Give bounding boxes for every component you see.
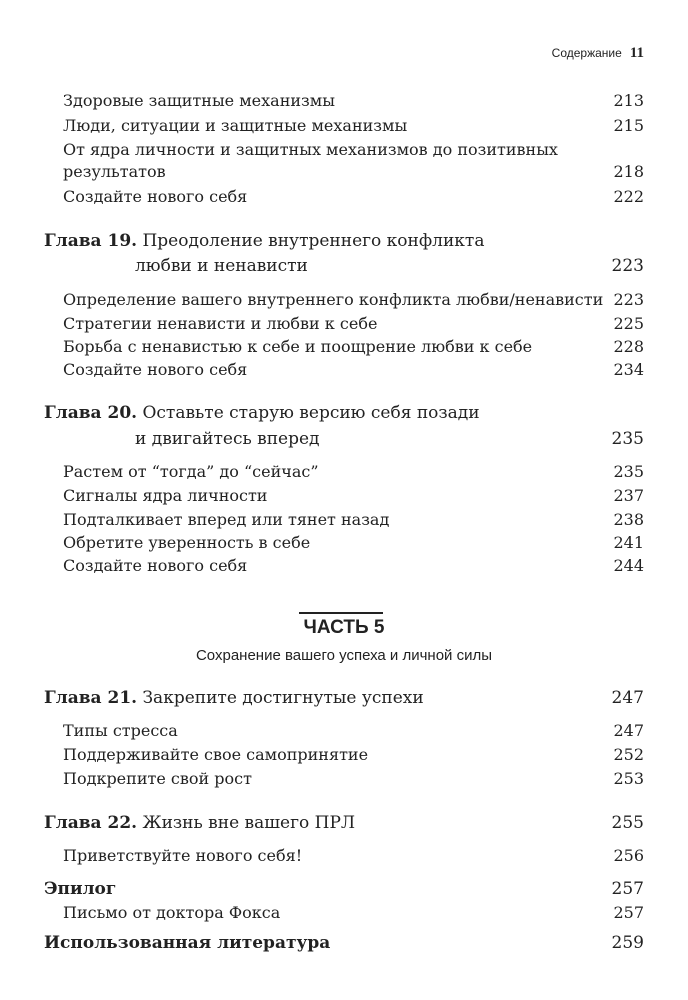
chapter-label: Глава 22. — [44, 813, 138, 833]
toc-entry[interactable] — [63, 160, 644, 184]
toc-entry-title: Обретите уверенность в себе — [63, 533, 311, 552]
chapter-page: 247 — [611, 688, 644, 708]
toc-entry[interactable] — [63, 335, 644, 359]
toc-entry-page: 225 — [613, 314, 644, 333]
toc-entry[interactable] — [63, 484, 644, 508]
toc-entry-title: Приветствуйте нового себя! — [63, 846, 303, 865]
toc-entry[interactable] — [63, 138, 644, 162]
references-heading[interactable] — [44, 931, 644, 955]
toc-entry-title: Здоровые защитные механизмы — [63, 91, 335, 110]
toc-entry-page: 252 — [613, 745, 644, 764]
chapter-label: Глава 19. — [44, 231, 138, 251]
part-divider — [299, 612, 383, 614]
toc-entry-title: Люди, ситуации и защитные механизмы — [63, 116, 408, 135]
toc-entry[interactable] — [63, 460, 644, 484]
toc-entry[interactable] — [63, 554, 644, 578]
toc-entry[interactable] — [63, 508, 644, 532]
chapter-heading[interactable] — [44, 811, 644, 835]
part-label: ЧАСТЬ 5 — [303, 617, 385, 638]
toc-entry-page: 234 — [613, 360, 644, 379]
toc-entry-title: результатов — [63, 162, 166, 181]
chapter-title: Закрепите достигнутые успехи — [142, 688, 424, 708]
toc-entry-page: 218 — [613, 162, 644, 181]
toc-entry-title: Поддерживайте свое самопринятие — [63, 745, 369, 764]
epilogue-heading[interactable] — [44, 877, 644, 901]
toc-entry-title: Письмо от доктора Фокса — [63, 903, 281, 922]
chapter-heading[interactable] — [44, 686, 644, 710]
toc-entry-title: Подкрепите свой рост — [63, 769, 252, 788]
toc-entry-page: 237 — [613, 486, 644, 505]
chapter-heading-cont[interactable] — [135, 254, 644, 278]
running-head — [552, 45, 644, 62]
page-number: 11 — [629, 45, 644, 61]
toc-entry-page: 228 — [613, 337, 644, 356]
references-label: Использованная литература — [44, 933, 331, 953]
toc-entry-title: Создайте нового себя — [63, 360, 248, 379]
toc-entry[interactable] — [63, 901, 644, 925]
epilogue-label: Эпилог — [44, 879, 117, 899]
toc-entry[interactable] — [63, 114, 644, 138]
chapter-heading-cont[interactable] — [135, 427, 644, 451]
toc-entry-page: 244 — [613, 556, 644, 575]
toc-entry-title: Растем от “тогда” до “сейчас” — [63, 462, 319, 481]
chapter-page: 255 — [611, 813, 644, 833]
toc-entry[interactable] — [63, 531, 644, 555]
toc-entry-title: Борьба с ненавистью к себе и поощрение любви к себе — [63, 337, 533, 356]
toc-entry-page: 235 — [613, 462, 644, 481]
toc-entry-title: Сигналы ядра личности — [63, 486, 268, 505]
toc-entry[interactable] — [63, 312, 644, 336]
toc-entry-page: 256 — [613, 846, 644, 865]
chapter-label: Глава 20. — [44, 403, 138, 423]
toc-entry[interactable] — [63, 743, 644, 767]
toc-entry-title: От ядра личности и защитных механизмов до позитивных — [63, 140, 558, 159]
toc-entry-page: 213 — [613, 91, 644, 110]
references-page: 259 — [611, 933, 644, 953]
toc-entry-page: 241 — [613, 533, 644, 552]
toc-entry-page: 247 — [613, 721, 644, 740]
chapter-title: Оставьте старую версию себя позади — [142, 403, 480, 423]
toc-entry-title: Создайте нового себя — [63, 556, 248, 575]
toc-entry-title: Создайте нового себя — [63, 187, 248, 206]
toc-entry-page: 222 — [613, 187, 644, 206]
toc-entry[interactable] — [63, 844, 644, 868]
chapter-title: Преодоление внутреннего конфликта — [142, 231, 485, 251]
toc-entry-title: Типы стресса — [63, 721, 178, 740]
epilogue-page: 257 — [611, 879, 644, 899]
toc-entry-title: Определение вашего внутреннего конфликта любви/ненависти — [63, 290, 604, 309]
section-title: Содержание — [551, 46, 622, 60]
toc-entry-title: Стратегии ненависти и любви к себе — [63, 314, 378, 333]
chapter-page: 223 — [611, 256, 644, 276]
toc-entry-page: 223 — [613, 290, 644, 309]
toc-entry[interactable] — [63, 288, 644, 312]
toc-entry[interactable] — [63, 719, 644, 743]
toc-entry-page: 215 — [613, 116, 644, 135]
chapter-label: Глава 21. — [44, 688, 138, 708]
chapter-heading[interactable] — [44, 401, 644, 425]
part-subtitle: Сохранение вашего успеха и личной силы — [195, 647, 493, 664]
toc-entry[interactable] — [63, 767, 644, 791]
chapter-title-cont: любви и ненависти — [135, 256, 308, 276]
chapter-heading[interactable] — [44, 229, 644, 253]
toc-entry[interactable] — [63, 185, 644, 209]
toc-entry-page: 253 — [613, 769, 644, 788]
chapter-page: 235 — [611, 429, 644, 449]
chapter-title: Жизнь вне вашего ПРЛ — [142, 813, 356, 833]
toc-entry-page: 257 — [613, 903, 644, 922]
toc-entry-title: Подталкивает вперед или тянет назад — [63, 510, 390, 529]
chapter-title-cont: и двигайтесь вперед — [135, 429, 320, 449]
toc-entry[interactable] — [63, 358, 644, 382]
toc-entry-page: 238 — [613, 510, 644, 529]
toc-entry[interactable] — [63, 89, 644, 113]
